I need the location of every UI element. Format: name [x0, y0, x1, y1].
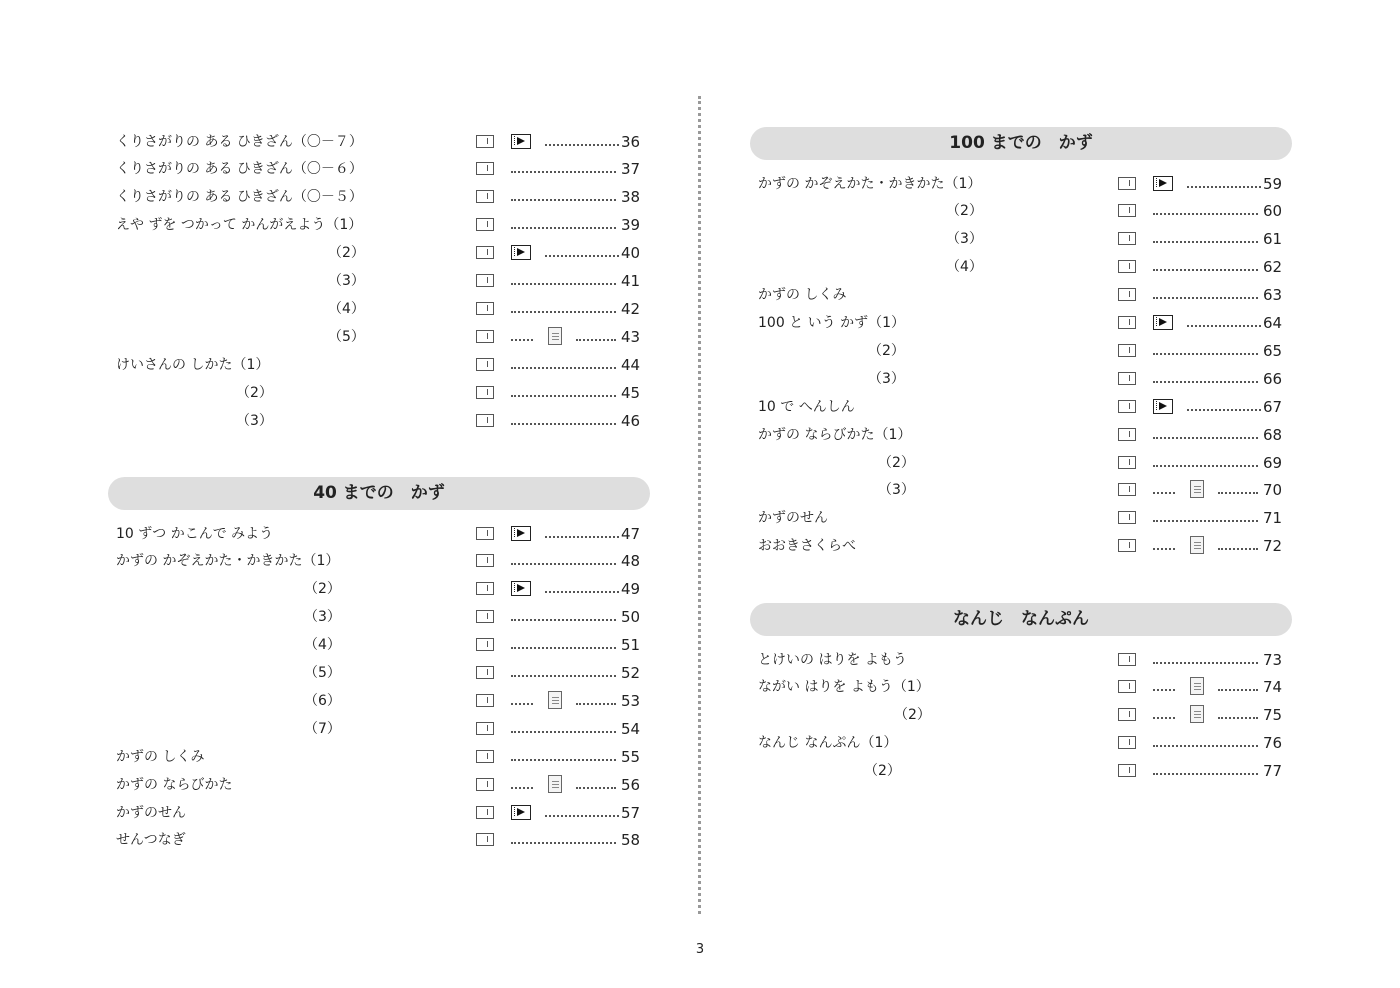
- leader-dots: [511, 423, 616, 425]
- page-number-ref: 64: [1263, 314, 1283, 332]
- toc-entry-title: （4）: [304, 637, 341, 654]
- toc-row[interactable]: [750, 476, 1292, 504]
- video-icon[interactable]: [511, 526, 531, 541]
- toc-entry-title: （7）: [304, 720, 341, 737]
- toc-entry-title: なんじ なんぷん（1）: [758, 735, 898, 752]
- page-number-ref: 75: [1263, 706, 1283, 725]
- toc-row[interactable]: [750, 504, 1292, 532]
- leader-dots: [1153, 241, 1258, 243]
- toc-row[interactable]: [108, 267, 650, 295]
- toc-row[interactable]: [108, 520, 650, 548]
- worksheet-icon: [1118, 764, 1136, 777]
- toc-row[interactable]: [108, 603, 650, 631]
- leader-dots: [1153, 717, 1175, 719]
- worksheet-icon: [1118, 736, 1136, 749]
- toc-entry-title: 10 ずつ かこんで みよう: [116, 525, 274, 542]
- toc-row[interactable]: [750, 673, 1292, 701]
- worksheet-icon: [1118, 456, 1136, 469]
- toc-row[interactable]: [108, 239, 650, 267]
- page-number-ref: 59: [1263, 174, 1283, 193]
- page-number-ref: 57: [621, 803, 641, 822]
- leader-dots: [511, 563, 616, 565]
- video-icon[interactable]: [511, 245, 531, 260]
- leader-dots: [511, 759, 616, 761]
- leader-dots: [545, 815, 619, 817]
- leader-dots: [1153, 381, 1258, 383]
- toc-entry-title: けいさんの しかた（1）: [116, 356, 270, 373]
- worksheet-icon: [476, 778, 494, 791]
- leader-dots: [1153, 745, 1258, 747]
- toc-entry-title: （3）: [868, 370, 905, 387]
- page-number-ref: 47: [621, 524, 641, 543]
- toc-entry-title: おおきさくらべ: [758, 538, 856, 555]
- toc-entry-title: かずの ならびかた（1）: [758, 426, 912, 443]
- page-number-ref: 69: [1263, 453, 1283, 472]
- leader-dots: [1153, 773, 1258, 775]
- leader-dots: [1153, 465, 1258, 467]
- worksheet-icon: [476, 358, 494, 371]
- leader-dots: [511, 647, 616, 649]
- leader-dots: [576, 703, 616, 705]
- toc-row[interactable]: [108, 128, 650, 156]
- leader-dots: [511, 703, 533, 705]
- toc-row[interactable]: [108, 631, 650, 659]
- page-number-ref: 50: [621, 608, 641, 627]
- page-number-ref: 45: [621, 383, 641, 402]
- toc-entry-title: 100 と いう かず（1）: [758, 315, 905, 331]
- worksheet-icon: [476, 302, 494, 315]
- video-icon[interactable]: [511, 805, 531, 820]
- page-number-ref: 67: [1263, 397, 1283, 416]
- leader-dots: [511, 619, 616, 621]
- video-icon[interactable]: [1153, 399, 1173, 414]
- toc-row[interactable]: [750, 253, 1292, 281]
- worksheet-icon: [1118, 511, 1136, 524]
- worksheet-icon: [1118, 232, 1136, 245]
- worksheet-icon: [1118, 483, 1136, 496]
- leader-dots: [511, 731, 616, 733]
- page-number-ref: 53: [621, 691, 641, 710]
- section-header: 100 までの かず: [750, 127, 1292, 160]
- toc-row[interactable]: [108, 351, 650, 379]
- toc-entry-title: かずの しくみ: [758, 287, 847, 304]
- toc-row[interactable]: [750, 701, 1292, 729]
- toc-entry-title: （4）: [946, 259, 983, 276]
- page-number-ref: 55: [621, 747, 641, 766]
- toc-entry-title: （2）: [894, 707, 931, 724]
- page-number-ref: 38: [621, 188, 641, 207]
- leader-dots: [576, 339, 616, 341]
- toc-entry-title: （3）: [236, 412, 273, 429]
- page-number: 3: [695, 942, 705, 957]
- page-number-ref: 39: [621, 216, 641, 235]
- section-header: なんじ なんぷん: [750, 603, 1292, 636]
- leader-dots: [1187, 409, 1261, 411]
- worksheet-icon: [476, 218, 494, 231]
- worksheet-icon: [1118, 260, 1136, 273]
- toc-row[interactable]: [750, 449, 1292, 477]
- toc-row[interactable]: [750, 757, 1292, 785]
- toc-row[interactable]: [750, 281, 1292, 309]
- toc-row[interactable]: [108, 323, 650, 351]
- leader-dots: [1153, 297, 1258, 299]
- toc-row[interactable]: [108, 715, 650, 743]
- toc-entry-title: （6）: [304, 692, 341, 709]
- worksheet-icon: [1118, 204, 1136, 217]
- toc-row[interactable]: [108, 799, 650, 827]
- worksheet-icon: [476, 750, 494, 763]
- worksheet-icon: [476, 162, 494, 175]
- page-number-ref: 56: [621, 775, 641, 794]
- toc-entry-title: （2）: [864, 763, 901, 780]
- leader-dots: [545, 255, 619, 257]
- leader-dots: [1153, 520, 1258, 522]
- toc-row[interactable]: [108, 407, 650, 435]
- video-icon[interactable]: [511, 134, 531, 149]
- worksheet-icon: [476, 722, 494, 735]
- document-icon[interactable]: [548, 775, 562, 793]
- leader-dots: [1218, 689, 1258, 691]
- worksheet-icon: [476, 694, 494, 707]
- leader-dots: [1187, 325, 1261, 327]
- toc-entry-title: かずの かぞえかた・かきかた（1）: [758, 175, 982, 192]
- leader-dots: [511, 395, 616, 397]
- worksheet-icon: [476, 190, 494, 203]
- leader-dots: [1153, 689, 1175, 691]
- toc-row[interactable]: [108, 295, 650, 323]
- worksheet-icon: [1118, 400, 1136, 413]
- worksheet-icon: [1118, 316, 1136, 329]
- toc-row[interactable]: [750, 729, 1292, 757]
- page-number-ref: 73: [1263, 650, 1283, 669]
- video-icon[interactable]: [1153, 176, 1173, 191]
- toc-row[interactable]: [750, 532, 1292, 560]
- toc-entry-title: えや ずを つかって かんがえよう（1）: [116, 217, 363, 234]
- worksheet-icon: [1118, 680, 1136, 693]
- toc-entry-title: 10 で へんしん: [758, 398, 855, 415]
- worksheet-icon: [1118, 539, 1136, 552]
- page-number-ref: 49: [621, 580, 641, 599]
- video-icon[interactable]: [1153, 315, 1173, 330]
- worksheet-icon: [476, 135, 494, 148]
- toc-row[interactable]: [108, 575, 650, 603]
- worksheet-icon: [476, 527, 494, 540]
- leader-dots: [1153, 548, 1175, 550]
- page-number-ref: 41: [621, 272, 641, 290]
- leader-dots: [511, 171, 616, 173]
- leader-dots: [511, 227, 616, 229]
- document-icon[interactable]: [1190, 705, 1204, 723]
- worksheet-icon: [476, 414, 494, 427]
- toc-entry-title: かずの ならびかた: [116, 776, 233, 793]
- toc-entry-title: （2）: [328, 245, 365, 262]
- toc-row[interactable]: [750, 365, 1292, 393]
- worksheet-icon: [1118, 288, 1136, 301]
- toc-row[interactable]: [750, 170, 1292, 198]
- worksheet-icon: [1118, 653, 1136, 666]
- leader-dots: [511, 842, 616, 844]
- toc-entry-title: （3）: [878, 482, 915, 499]
- toc-entry-title: （5）: [304, 665, 341, 681]
- toc-entry-title: （4）: [328, 300, 365, 317]
- toc-entry-title: かずのせん: [758, 510, 828, 527]
- toc-entry-title: くりさがりの ある ひきざん（〇－６）: [116, 161, 363, 178]
- toc-entry-title: くりさがりの ある ひきざん（〇－５）: [116, 189, 363, 206]
- worksheet-icon: [1118, 372, 1136, 385]
- toc-entry-title: （2）: [946, 203, 983, 220]
- page-number-ref: 54: [621, 719, 641, 738]
- document-icon[interactable]: [1190, 677, 1204, 695]
- page-number-ref: 40: [621, 244, 641, 263]
- leader-dots: [511, 311, 616, 313]
- worksheet-icon: [476, 806, 494, 819]
- toc-row[interactable]: [108, 826, 650, 854]
- leader-dots: [511, 339, 533, 341]
- page-number-ref: 51: [621, 636, 641, 655]
- page-number-ref: 65: [1263, 341, 1283, 360]
- leader-dots: [511, 283, 616, 285]
- worksheet-icon: [476, 833, 494, 846]
- document-icon[interactable]: [1190, 536, 1204, 554]
- leader-dots: [1153, 269, 1258, 271]
- worksheet-icon: [1118, 344, 1136, 357]
- toc-entry-title: かずのせん: [116, 804, 186, 821]
- worksheet-icon: [476, 246, 494, 259]
- page-number-ref: 36: [621, 132, 641, 151]
- page-number-ref: 77: [1263, 762, 1283, 781]
- toc-entry-title: くりさがりの ある ひきざん（〇－７）: [116, 133, 363, 150]
- page-number-ref: 42: [621, 299, 641, 318]
- leader-dots: [511, 367, 616, 369]
- worksheet-icon: [1118, 708, 1136, 721]
- worksheet-icon: [476, 582, 494, 595]
- worksheet-icon: [476, 330, 494, 343]
- toc-row[interactable]: [108, 547, 650, 575]
- page-number-ref: 44: [621, 355, 641, 374]
- leader-dots: [545, 144, 619, 146]
- worksheet-icon: [1118, 177, 1136, 190]
- toc-row[interactable]: [750, 421, 1292, 449]
- toc-row[interactable]: [750, 393, 1292, 421]
- page-number-ref: 72: [1263, 537, 1283, 556]
- toc-row[interactable]: [108, 211, 650, 239]
- video-icon[interactable]: [511, 581, 531, 596]
- worksheet-icon: [476, 610, 494, 623]
- leader-dots: [511, 787, 533, 789]
- worksheet-icon: [1118, 428, 1136, 441]
- leader-dots: [1218, 492, 1258, 494]
- page-number-ref: 46: [621, 411, 641, 430]
- toc-row[interactable]: [108, 183, 650, 211]
- leader-dots: [545, 591, 619, 593]
- leader-dots: [545, 536, 619, 538]
- leader-dots: [1153, 353, 1258, 355]
- toc-row[interactable]: [750, 197, 1292, 225]
- page-number-ref: 74: [1263, 678, 1283, 697]
- page-number-ref: 37: [621, 160, 641, 179]
- toc-row[interactable]: [108, 659, 650, 687]
- page-number-ref: 63: [1263, 286, 1283, 305]
- toc-entry-title: （3）: [304, 609, 341, 626]
- toc-entry-title: （2）: [868, 342, 905, 359]
- toc-row[interactable]: [750, 646, 1292, 674]
- toc-entry-title: とけいの はりを よもう: [758, 651, 907, 668]
- section-header: 40 までの かず: [108, 477, 650, 510]
- page-number-ref: 68: [1263, 425, 1283, 444]
- page-number-ref: 76: [1263, 734, 1283, 753]
- page-number-ref: 61: [1263, 230, 1283, 249]
- worksheet-icon: [476, 638, 494, 651]
- page-number-ref: 62: [1263, 258, 1283, 277]
- toc-entry-title: かずの かぞえかた・かきかた（1）: [116, 553, 340, 570]
- document-icon[interactable]: [548, 327, 562, 345]
- toc-row[interactable]: [108, 743, 650, 771]
- toc-entry-title: （2）: [878, 454, 915, 471]
- page-number-ref: 52: [621, 664, 641, 682]
- toc-row[interactable]: [750, 309, 1292, 337]
- page-number-ref: 71: [1263, 509, 1283, 528]
- leader-dots: [511, 675, 616, 677]
- page-number-ref: 58: [621, 831, 641, 850]
- toc-entry-title: ながい はりを よもう（1）: [758, 679, 930, 696]
- page-number-ref: 60: [1263, 202, 1283, 221]
- toc-row[interactable]: [108, 771, 650, 799]
- leader-dots: [1153, 662, 1258, 664]
- page-number-ref: 43: [621, 327, 641, 346]
- toc-entry-title: （2）: [304, 581, 341, 598]
- page-number-ref: 48: [621, 552, 641, 571]
- leader-dots: [1153, 213, 1258, 215]
- leader-dots: [1218, 717, 1258, 719]
- worksheet-icon: [476, 666, 494, 679]
- worksheet-icon: [476, 554, 494, 567]
- leader-dots: [576, 787, 616, 789]
- page-number-ref: 66: [1263, 369, 1283, 388]
- toc-row[interactable]: [108, 155, 650, 183]
- page-divider: [698, 96, 701, 914]
- leader-dots: [1153, 437, 1258, 439]
- toc-row[interactable]: [750, 225, 1292, 253]
- leader-dots: [1153, 492, 1175, 494]
- worksheet-icon: [476, 274, 494, 287]
- leader-dots: [511, 199, 616, 201]
- toc-row[interactable]: [108, 687, 650, 715]
- toc-entry-title: （5）: [328, 328, 365, 345]
- toc-entry-title: せんつなぎ: [116, 832, 186, 849]
- toc-entry-title: （2）: [236, 384, 273, 401]
- leader-dots: [1218, 548, 1258, 550]
- worksheet-icon: [476, 386, 494, 399]
- toc-entry-title: かずの しくみ: [116, 748, 205, 765]
- page-number-ref: 70: [1263, 481, 1283, 500]
- document-icon[interactable]: [1190, 480, 1204, 498]
- leader-dots: [1187, 186, 1261, 188]
- toc-row[interactable]: [750, 337, 1292, 365]
- toc-row[interactable]: [108, 379, 650, 407]
- document-icon[interactable]: [548, 691, 562, 709]
- toc-entry-title: （3）: [328, 273, 365, 289]
- toc-entry-title: （3）: [946, 231, 983, 248]
